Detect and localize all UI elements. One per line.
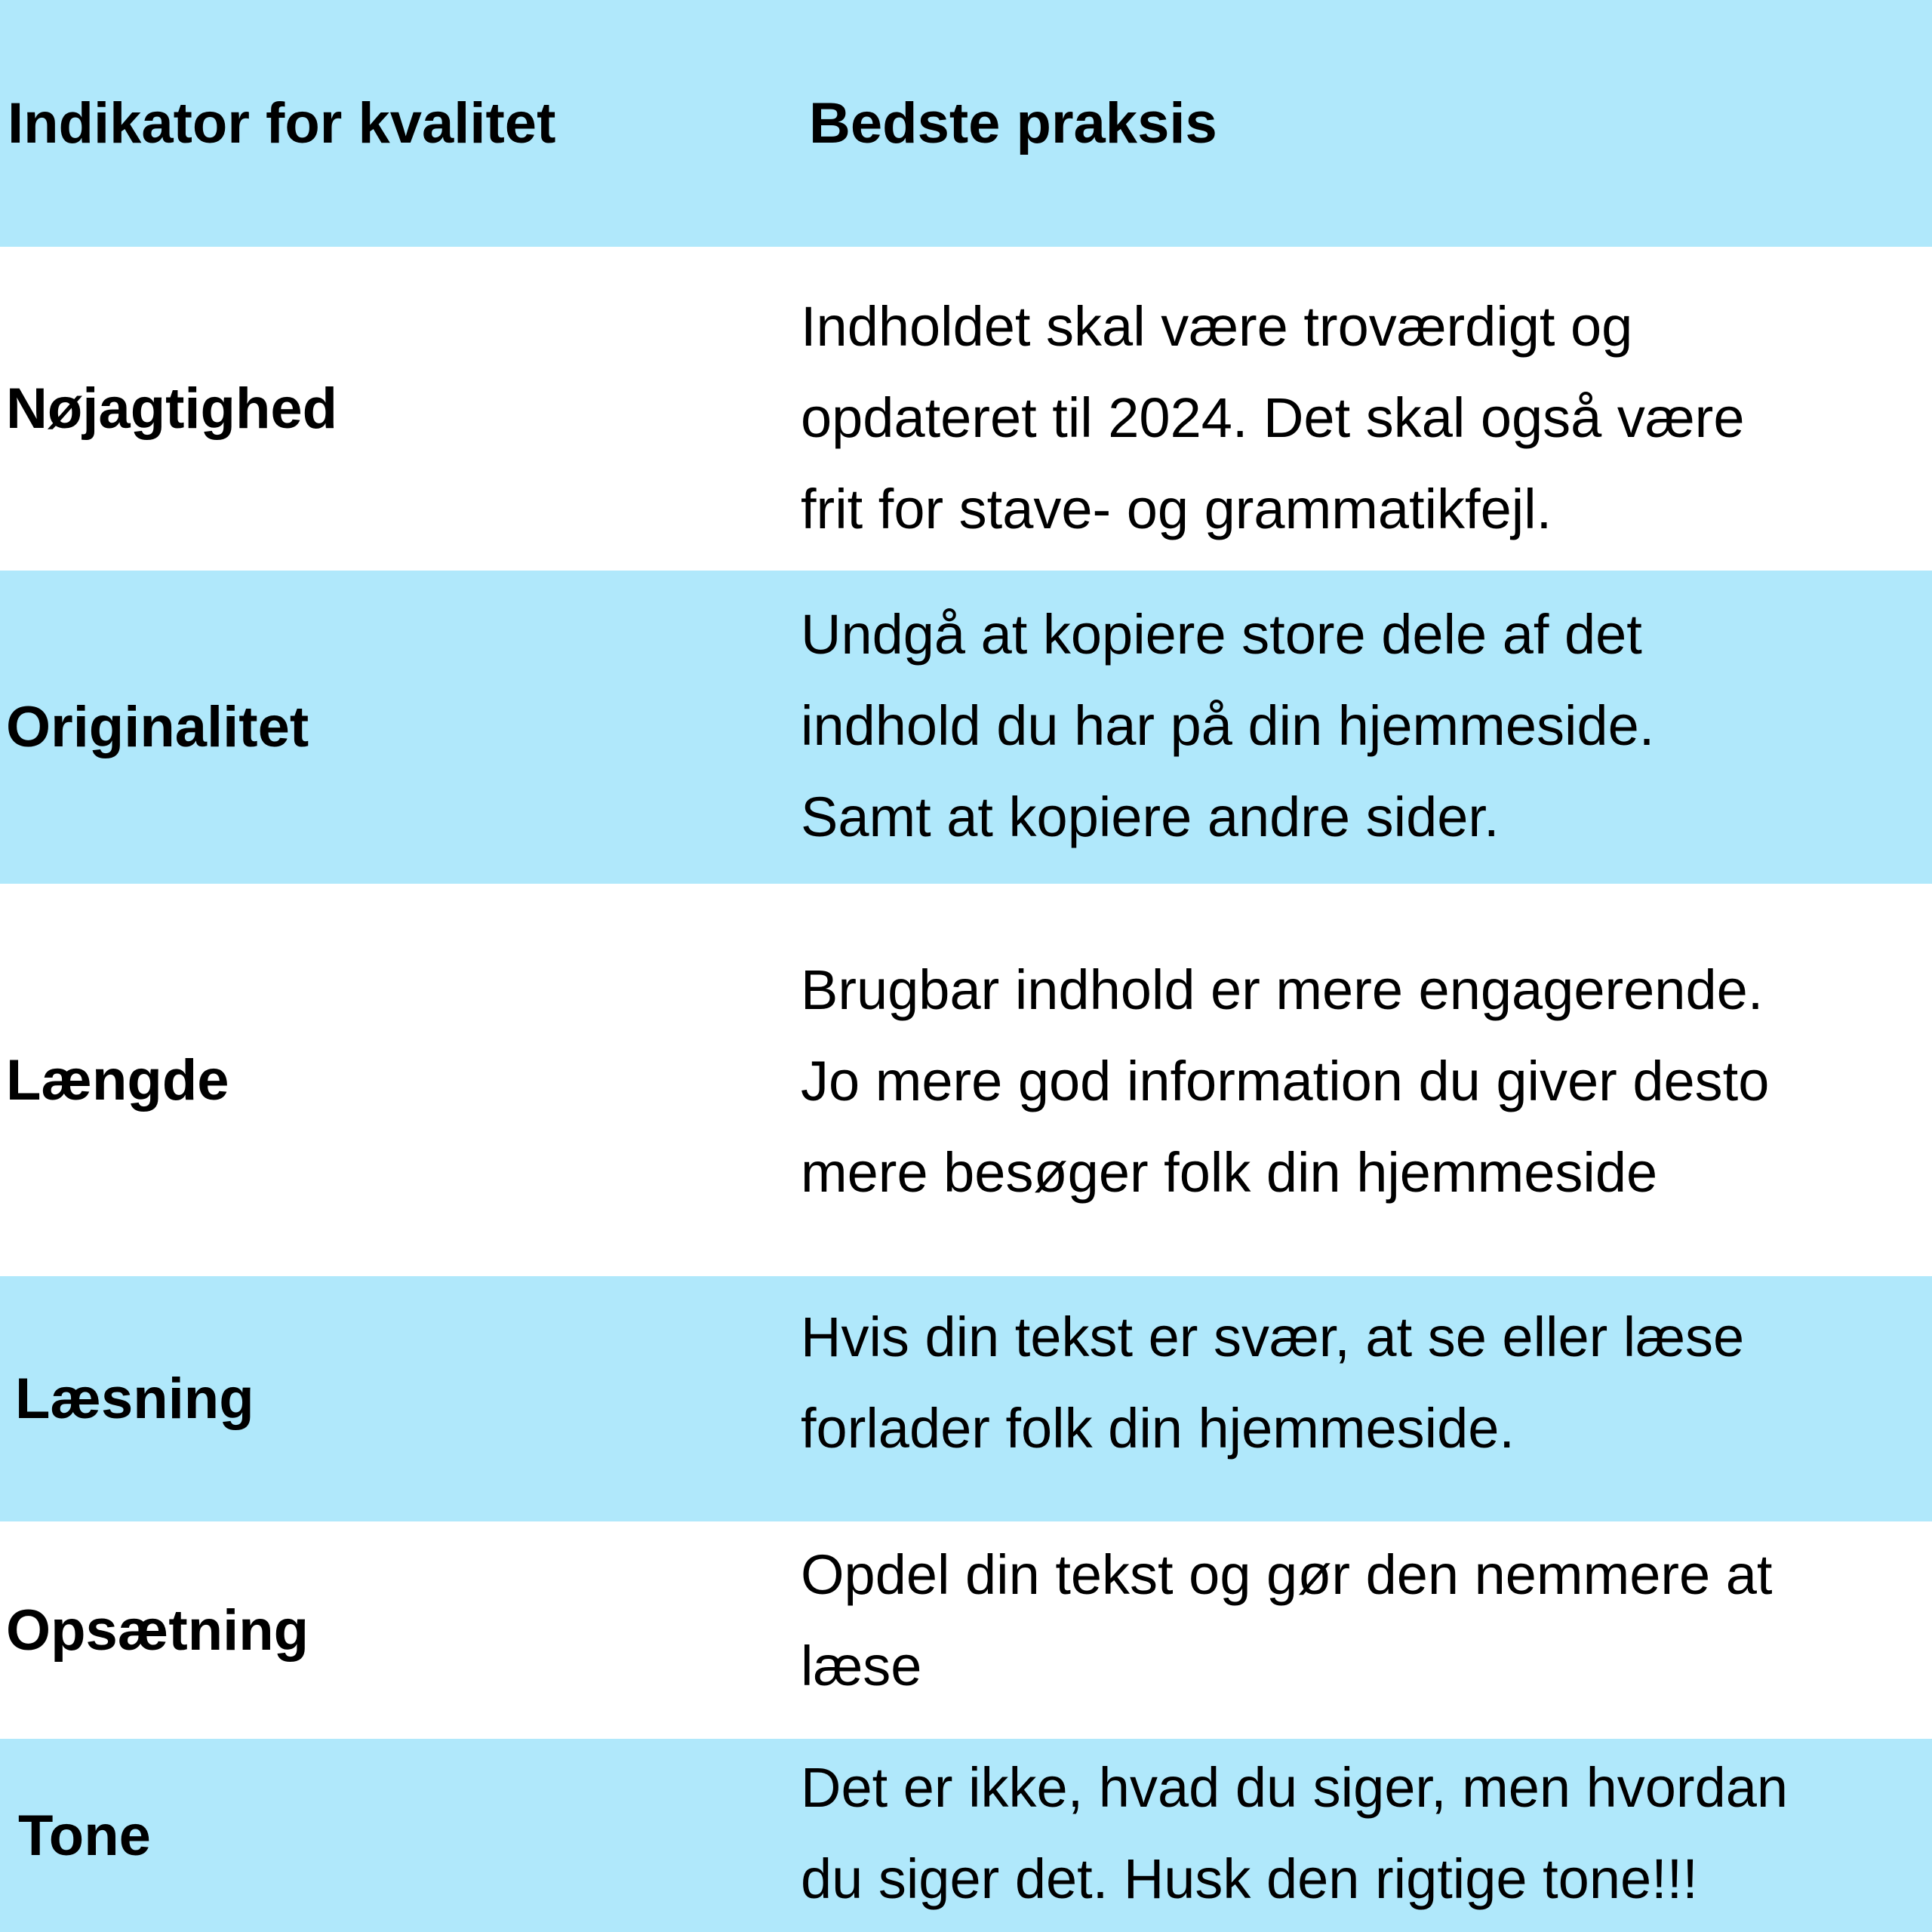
- row-description: [801, 1742, 1788, 1924]
- text-line: Indholdet skal være troværdigt og: [801, 295, 1633, 358]
- text-line: forlader folk din hjemmeside.: [801, 1397, 1515, 1460]
- row-label: Nøjagtighed: [6, 377, 338, 441]
- text-line: mere besøger folk din hjemmeside: [801, 1141, 1658, 1204]
- text-line: Opdel din tekst og gør den nemmere at: [801, 1543, 1773, 1606]
- text-line: Samt at kopiere andre sider.: [801, 786, 1500, 848]
- table-row: [0, 1521, 1932, 1739]
- text-line: frit for stave- og grammatikfejl.: [801, 478, 1552, 540]
- table-row: [0, 571, 1932, 884]
- text-line: Undgå at kopiere store dele af det: [801, 603, 1642, 666]
- text-line: opdateret til 2024. Det skal også være: [801, 386, 1745, 449]
- table-row: [0, 1276, 1932, 1521]
- row-label: Læsning: [15, 1367, 254, 1431]
- row-description: [801, 944, 1769, 1218]
- row-label: Opsætning: [6, 1598, 309, 1663]
- row-description: [801, 281, 1744, 555]
- text-line: Brugbar indhold er mere engagerende.: [801, 958, 1764, 1021]
- row-label: Tone: [18, 1803, 151, 1868]
- text-line: Det er ikke, hvad du siger, men hvordan: [801, 1756, 1789, 1819]
- row-description: [801, 1529, 1772, 1712]
- row-description: [801, 589, 1654, 863]
- text-line: læse: [801, 1635, 922, 1697]
- row-description: [801, 1291, 1744, 1474]
- text-line: Jo mere god information du giver desto: [801, 1050, 1770, 1112]
- row-label: Originalitet: [6, 695, 309, 759]
- header-indicator: Indikator for kvalitet: [8, 91, 556, 155]
- table-header: [0, 0, 1932, 247]
- text-line: Hvis din tekst er svær, at se eller læse: [801, 1306, 1745, 1368]
- table-row: [0, 247, 1932, 571]
- table-row: [0, 884, 1932, 1276]
- table-row: [0, 1739, 1932, 1932]
- text-line: du siger det. Husk den rigtige tone!!!: [801, 1847, 1698, 1910]
- row-label: Længde: [6, 1048, 229, 1112]
- header-best-practice: Bedste praksis: [809, 91, 1217, 155]
- text-line: indhold du har på din hjemmeside.: [801, 694, 1655, 757]
